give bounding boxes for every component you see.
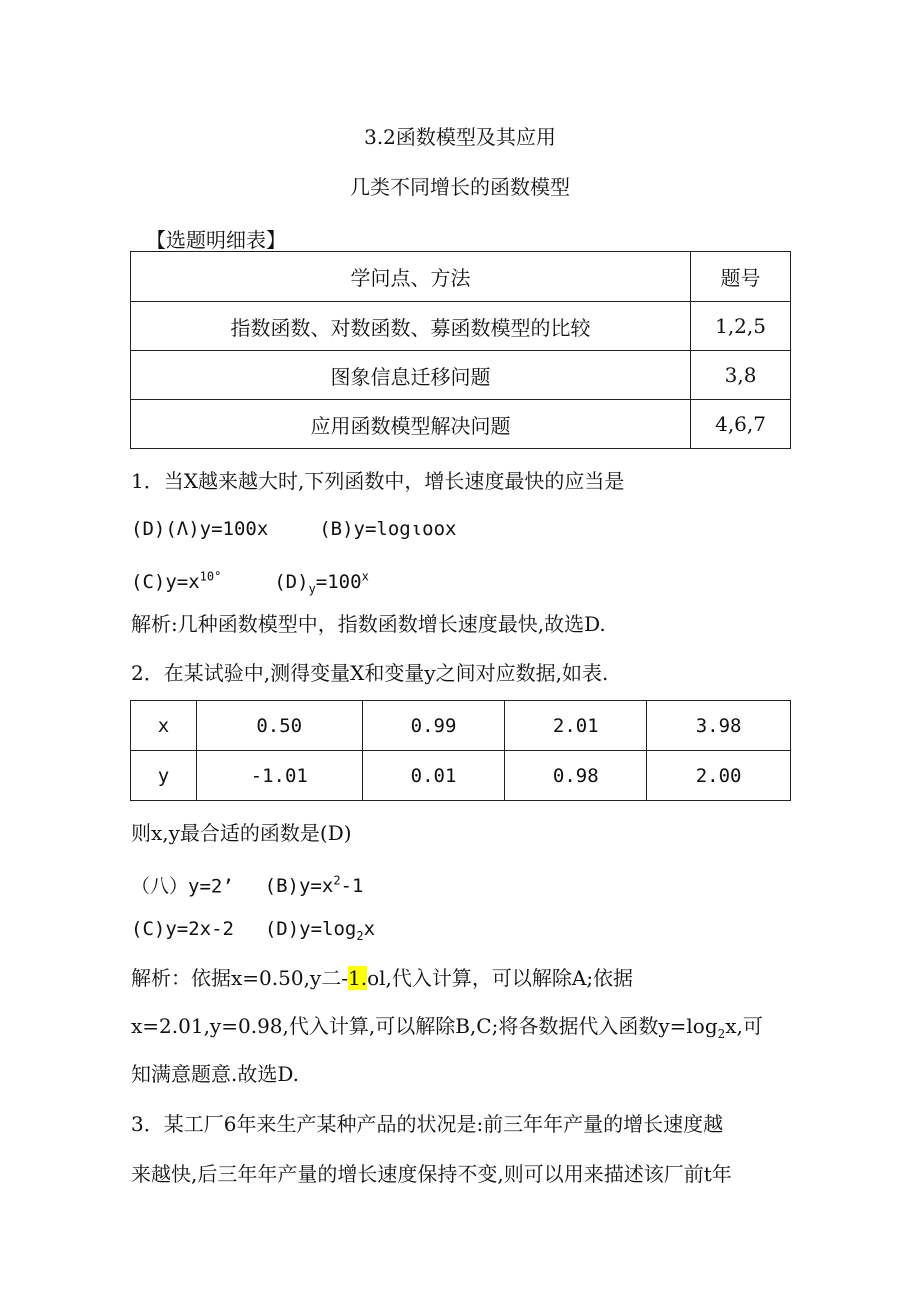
topic-table-header-row	[131, 252, 791, 302]
q1-options-ab	[131, 514, 456, 544]
topic-cell: 指数函数、对数函数、募函数模型的比较	[131, 302, 691, 351]
y-label-cell: y	[131, 751, 197, 801]
x-label-cell: x	[131, 701, 197, 751]
q2-option-b: $(B)y=x^2-1$	[264, 874, 364, 898]
q1-options-cd	[131, 562, 369, 604]
q2-options-ab	[131, 866, 363, 901]
topic-table	[130, 251, 791, 449]
q2-options-cd	[131, 914, 375, 951]
y-value-cell: 2.00	[647, 751, 791, 801]
q3-line2: 来越快,后三年年产量的增长速度保持不变,则可以用来描述该厂前t年	[131, 1162, 732, 1186]
topic-header-number: 题号	[691, 252, 791, 302]
q1-analysis: 解析:几种函数模型中，指数函数增长速度最快,故选D.	[131, 612, 606, 636]
q2-option-a: （八）y=2’	[131, 875, 234, 898]
q2-stem: 2．在某试验中,测得变量X和变量y之间对应数据,如表.	[131, 661, 609, 685]
q1-option-b: (B)y=logιoox	[319, 518, 457, 540]
x-value-cell: 0.99	[362, 701, 505, 751]
q2-option-d: $(D)y=\log_2x$	[264, 918, 376, 943]
page-subtitle: 几类不同增长的函数模型	[350, 175, 570, 199]
table-row	[131, 400, 791, 449]
table-caption: 【选题明细表】	[146, 228, 286, 252]
y-value-cell: 0.01	[362, 751, 505, 801]
x-value-cell: 2.01	[505, 701, 647, 751]
y-value-cell: 0.98	[505, 751, 647, 801]
table-row	[131, 701, 791, 751]
table-row	[131, 351, 791, 400]
q2-analysis-line1: 解析：依据x=0.50,y二-1.ol,代入计算，可以解除A;依据	[131, 966, 634, 990]
q1-option-c: $(C)y=x^{10^\circ}$	[131, 570, 222, 594]
q1-option-d: $(D)_y=100^x$	[274, 570, 369, 597]
y-value-cell: -1.01	[196, 751, 362, 801]
topic-number-cell: 3,8	[691, 351, 791, 400]
highlight-mark: 1.	[347, 966, 368, 990]
table-row	[131, 751, 791, 801]
q2-analysis-line3: 知满意题意.故选D.	[131, 1062, 300, 1086]
topic-number-cell: 4,6,7	[691, 400, 791, 449]
q1-stem: 1．当X越来越大时,下列函数中，增长速度最快的应当是	[131, 469, 625, 493]
topic-header-knowledge: 学问点、方法	[131, 252, 691, 302]
x-value-cell: 0.50	[196, 701, 362, 751]
x-value-cell: 3.98	[647, 701, 791, 751]
q2-question: 则x,y最合适的函数是(D)	[131, 821, 352, 845]
q2-analysis-line2: x=2.01,y=0.98,代入计算,可以解除B,C;将各数据代入函数$y=\log_2x$,可	[131, 1014, 763, 1041]
table-row	[131, 302, 791, 351]
page-title: 3.2函数模型及其应用	[364, 125, 556, 149]
topic-cell: 图象信息迁移问题	[131, 351, 691, 400]
q2-option-c: (C)y=2x-2	[131, 918, 234, 940]
q3-line1: 3．某工厂6年来生产某种产品的状况是:前三年年产量的增长速度越	[131, 1112, 724, 1136]
q1-option-a: (D)(Λ)y=100x	[131, 518, 269, 540]
q2-data-table	[130, 700, 791, 801]
topic-number-cell: 1,2,5	[691, 302, 791, 351]
topic-cell: 应用函数模型解决问题	[131, 400, 691, 449]
